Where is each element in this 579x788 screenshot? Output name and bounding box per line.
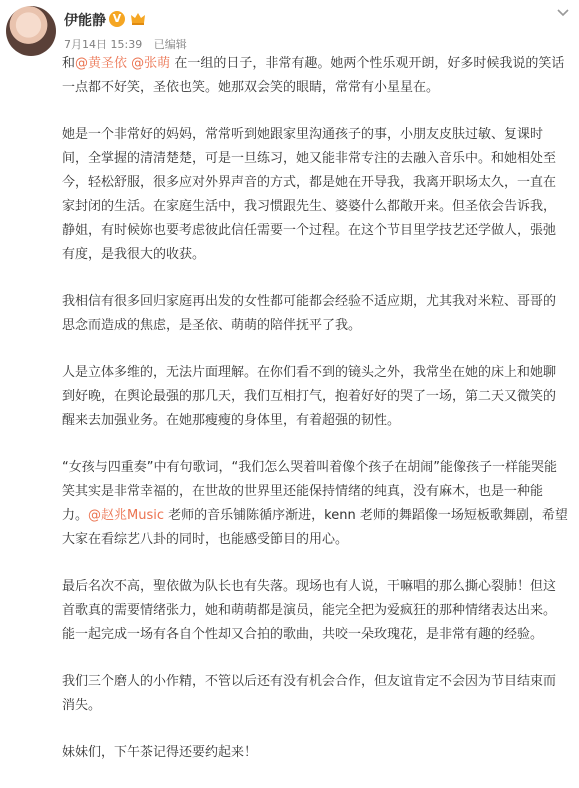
paragraph-4: 人是立体多维的，无法片面理解。在你们看不到的镜头之外，我常坐在她的床上和她聊到好晚，在舆论最强的那几天，我们互相打气，抱着好好的哭了一场，第二天又微笑的醒来去加强业务。在她那瘦瘦的身体里，有着超强的韧性。 — [62, 365, 557, 428]
chevron-down-icon[interactable] — [555, 4, 571, 20]
paragraph-text: 老师的音乐铺陈循序渐进，kenn 老师的舞蹈像一场短板歌舞剧，希望大家在看综艺八卦的同时，也能感受節目的用心。 — [62, 508, 568, 547]
edited-label[interactable]: 已编辑 — [153, 38, 187, 51]
paragraph-7: 我们三个磨人的小作精，不管以后还有没有机会合作，但友谊肯定不会因为节目结束而消失。 — [62, 674, 557, 713]
paragraph-1 — [62, 52, 568, 100]
mention-link[interactable]: @张萌 — [131, 56, 171, 71]
post-content — [62, 52, 568, 788]
paragraph-text: “女孩与四重奏”中有句歌词，“我们怎么哭着叫着像个孩子在胡闹”能像孩子一样能哭能笑其实是非常幸福的，在世故的世界里还能保持情绪的纯真，没有麻木，也是一种能力。 — [62, 460, 557, 523]
post-meta — [64, 36, 195, 52]
paragraph-5 — [62, 456, 568, 552]
mention-link[interactable]: @黄圣依 — [75, 56, 128, 71]
paragraph-2: 她是一个非常好的妈妈，常常听到她跟家里沟通孩子的事，小朋友皮肤过敏、复课时间，全掌握的清清楚楚，可是一旦练习，她又能非常专注的去融入音乐中。和她相处至今，轻松舒服，很多应对外界声音的方式，都是她在开导我，我离开职场太久，一直在家封闭的生活。在家庭生活中，我习惯跟先生、婆婆什么都敞开来。但圣依会告诉我，静姐，有时候妳也要考虑彼此信任需要一个过程。在这个节目里学技艺还学做人，張弛有度，是我很大的收获。 — [62, 127, 557, 262]
crown-icon — [129, 10, 147, 26]
verified-badge-icon: V — [109, 11, 125, 27]
paragraph-6: 最后名次不高，聖依做为队长也有失落。现场也有人说，干嘛唱的那么撕心裂肺！但这首歌真的需要情绪张力，她和萌萌都是演员，能完全把为爱疯狂的那种情绪表达出来。能一起完成一场有各自个性却又合拍的歌曲，共咬一朵玫瑰花，是非常有趣的经验。 — [62, 579, 557, 642]
post-date[interactable]: 7月14日 15:39 — [64, 38, 143, 51]
paragraph-8: 妹妹们，下午茶记得还要约起来！ — [62, 745, 258, 760]
paragraph-3: 我相信有很多回归家庭再出发的女性都可能都会经验不适应期，尤其我对米粒、哥哥的思念而造成的焦虑，是圣依、萌萌的陪伴抚平了我。 — [62, 294, 557, 333]
post-header — [0, 0, 579, 60]
paragraph-text: 和 — [62, 56, 76, 71]
paragraph-text: 在一组的日子，非常有趣。她两个性乐观开朗，好多时候我说的笑话一点都不好笑，圣依也笑。她那双会笑的眼睛，常常有小星星在。 — [62, 56, 565, 95]
username[interactable]: 伊能静 — [64, 13, 106, 29]
avatar[interactable] — [6, 6, 56, 56]
mention-link[interactable]: @赵兆Music — [88, 508, 165, 523]
